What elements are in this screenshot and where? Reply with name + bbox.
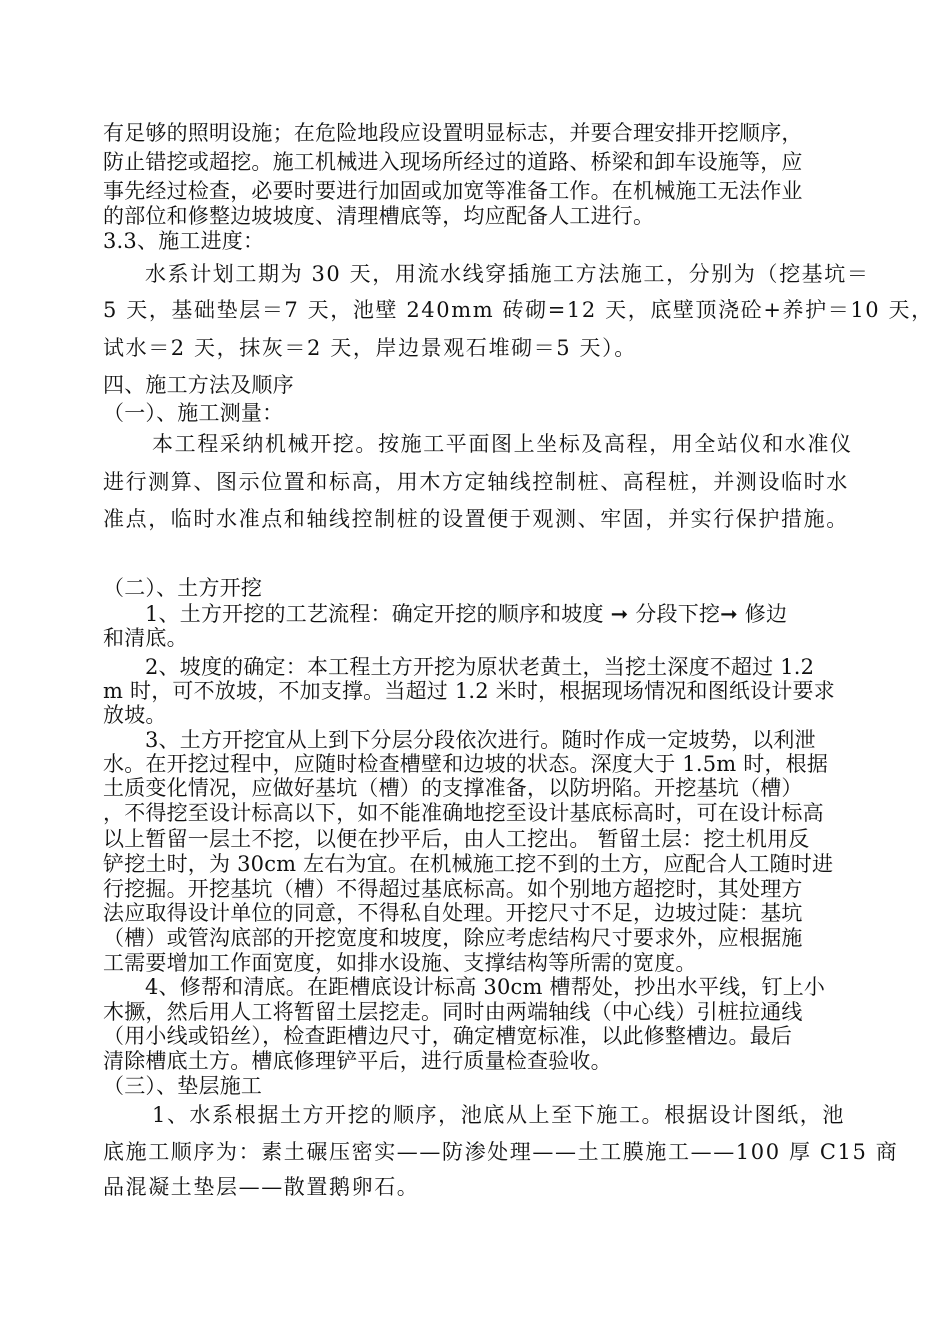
- text-line: 和清底。: [103, 626, 188, 650]
- section-heading: 3.3、施工进度：: [103, 229, 265, 253]
- text-line: 放坡。: [103, 703, 167, 727]
- text-line: 土质变化情况，应做好基坑（槽）的支撑准备，以防坍陷。开挖基坑（槽）: [103, 776, 803, 800]
- text-line: 事先经过检查，必要时要进行加固或加宽等准备工作。在机械施工无法作业: [103, 179, 803, 203]
- text-line: （用小线或铅丝），检查距槽边尺寸，确定槽宽标准，以此修整槽边。最后: [103, 1024, 793, 1048]
- text-line: 有足够的照明设施；在危险地段应设置明显标志，并要合理安排开挖顺序，: [103, 121, 803, 145]
- text-line: 品混凝土垫层——散置鹅卵石。: [103, 1175, 420, 1199]
- text-line: 4、修帮和清底。在距槽底设计标高 30cm 槽帮处，抄出水平线，钉上小: [145, 975, 826, 999]
- text-line: m 时，可不放坡，不加支撑。当超过 1.2 米时，根据现场情况和图纸设计要求: [103, 679, 835, 703]
- subsection-heading: （三）、垫层施工: [103, 1074, 263, 1098]
- text-line: 1、土方开挖的工艺流程：确定开挖的顺序和坡度 ➞ 分段下挖➞ 修边: [145, 602, 788, 626]
- text-line: 的部位和修整边坡坡度、清理槽底等，均应配备人工进行。: [103, 204, 655, 228]
- text-line: 铲挖土时，为 30cm 左右为宜。在机械施工挖不到的土方，应配合人工随时进: [103, 852, 834, 876]
- text-line: 法应取得设计单位的同意，不得私自处理。开挖尺寸不足，边坡过陡：基坑: [103, 901, 803, 925]
- text-line: 2、坡度的确定：本工程土方开挖为原状老黄土，当挖土深度不超过 1.2: [145, 655, 815, 679]
- text-line: 防止错挖或超挖。施工机械进入现场所经过的道路、桥梁和卸车设施等，应: [103, 150, 803, 174]
- text-line: ，不得挖至设计标高以下，如不能准确地挖至设计基底标高时，可在设计标高: [103, 801, 824, 825]
- text-line: 1、水系根据土方开挖的顺序，池底从上至下施工。根据设计图纸，池: [152, 1103, 845, 1127]
- text-line: 3、土方开挖宜从上到下分层分段依次进行。随时作成一定坡势，以利泄: [145, 728, 816, 752]
- subsection-heading: （二）、土方开挖: [103, 576, 263, 600]
- text-line: 水。在开挖过程中，应随时检查槽壁和边坡的状态。深度大于 1.5m 时，根据: [103, 752, 829, 776]
- text-line: （槽）或管沟底部的开挖宽度和坡度，除应考虑结构尺寸要求外，应根据施: [103, 926, 803, 950]
- text-line: 水系计划工期为 30 天，用流水线穿插施工方法施工，分别为（挖基坑＝: [145, 262, 870, 286]
- text-line: 工需要增加工作面宽度，如排水设施、支撑结构等所需的宽度。: [103, 951, 697, 975]
- text-line: 准点，临时水准点和轴线控制桩的设置便于观测、牢固，并实行保护措施。: [103, 507, 849, 531]
- text-line: 进行测算、图示位置和标高，用木方定轴线控制桩、高程桩，并测设临时水: [103, 470, 849, 494]
- text-line: 行挖掘。开挖基坑（槽）不得超过基底标高。如个别地方超挖时，其处理方: [103, 877, 803, 901]
- text-line: 底施工顺序为：素土碾压密实——防渗处理——土工膜施工——100 厚 C15 商: [103, 1140, 899, 1164]
- text-line: 5 天，基础垫层＝7 天，池壁 240mm 砖砌=12 天，底壁顶浇砼+养护＝10 天，: [103, 298, 934, 322]
- section-heading: 四、施工方法及顺序: [103, 373, 294, 397]
- subsection-heading: （一）、施工测量：: [103, 401, 284, 425]
- text-line: 清除槽底土方。槽底修理铲平后，进行质量检查验收。: [103, 1049, 612, 1073]
- text-line: 木撅，然后用人工将暂留土层挖走。同时由两端轴线（中心线）引桩拉通线: [103, 1000, 803, 1024]
- text-line: 试水＝2 天，抹灰＝2 天，岸边景观石堆砌＝5 天）。: [103, 336, 637, 360]
- text-line: 本工程采纳机械开挖。按施工平面图上坐标及高程，用全站仪和水准仪: [152, 432, 853, 456]
- text-line: 以上暂留一层土不挖，以便在抄平后，由人工挖出。 暂留土层：挖土机用反: [103, 827, 810, 851]
